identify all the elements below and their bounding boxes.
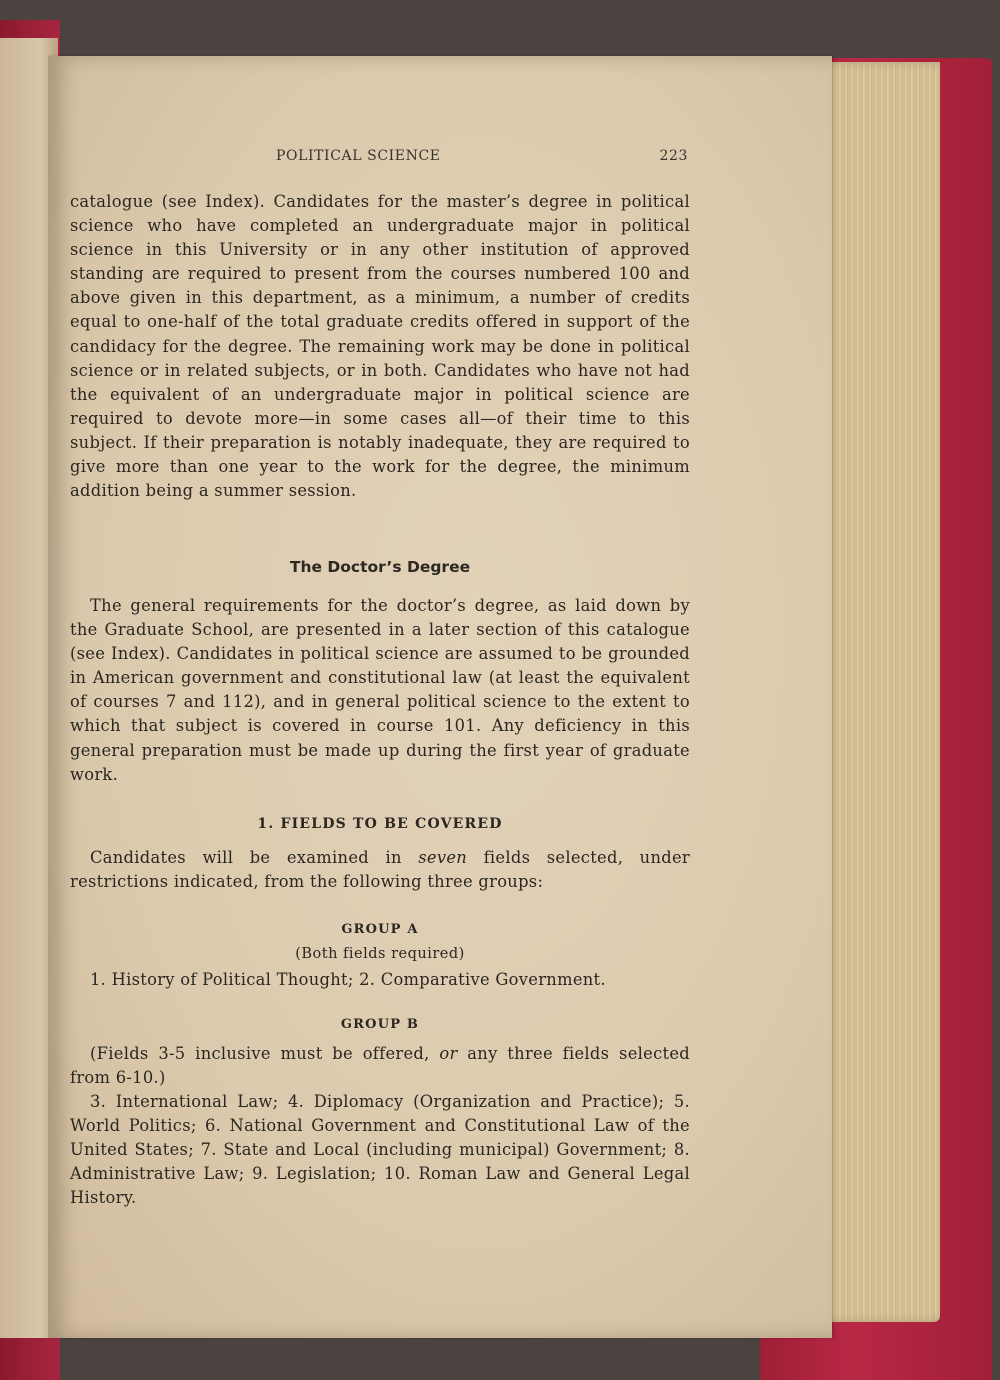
page-edges bbox=[818, 62, 940, 1322]
group-b-note-emphasis: or bbox=[439, 1044, 458, 1063]
fields-intro-paragraph bbox=[70, 846, 690, 894]
group-b-note-after: any three fields selected from 6-10.) bbox=[70, 1044, 690, 1088]
doctor-degree-heading: The Doctor’s Degree bbox=[289, 558, 471, 576]
paragraph-text bbox=[70, 1042, 690, 1090]
book-page bbox=[48, 56, 832, 1338]
fields-heading: 1. FIELDS TO BE COVERED bbox=[257, 816, 503, 832]
running-head-title: POLITICAL SCIENCE bbox=[276, 148, 441, 164]
group-b-items bbox=[70, 1090, 690, 1210]
group-a-heading: GROUP A bbox=[341, 922, 419, 937]
paragraph-text: 3. International Law; 4. Diplomacy (Organization and Practice); 5. World Politics; 6. National Government and Constitutional Law of the United States; 7. State and Local (including municipal) Government; 8. Administrative Law; 9. Legislation; 10. Roman Law and General Legal History. bbox=[70, 1092, 690, 1208]
paragraph-text: catalogue (see Index). Candidates for the master’s degree in political science who have completed an undergraduate major in political science in this University or in any other institution of approved standing are required to present from the courses numbered 100 and above given in this department, as a minimum, a number of credits equal to one-half of the total graduate credits offered in support of the candidacy for the degree. The remaining work may be done in political science or in related subjects, or in both. Candidates who have not had the equivalent of an undergraduate major in political science are required to devote more—in some cases all—of their time to this subject. If their preparation is notably inadequate, they are required to give more than one year to the work for the degree, the minimum addition being a summer session. bbox=[70, 192, 690, 501]
group-a-items: 1. History of Political Thought; 2. Comparative Government. bbox=[90, 970, 606, 989]
paragraph-text: The general requirements for the doctor’s degree, as laid down by the Graduate School, are presented in a later section of this catalogue (see Index). Candidates in political science are assumed to be grounded in American government and constitutional law (at least the equivalent of courses 7 and 112), and in general political science to the extent to which that subject is covered in course 101. Any deficiency in this general preparation must be made up during the first year of graduate work. bbox=[70, 596, 690, 784]
group-a-note: (Both fields required) bbox=[295, 946, 465, 962]
page-number: 223 bbox=[659, 148, 688, 164]
group-b-heading: GROUP B bbox=[340, 1017, 420, 1032]
fields-intro-emphasis: seven bbox=[418, 848, 468, 867]
doctor-degree-paragraph bbox=[70, 594, 690, 787]
fields-intro-before: Candidates will be examined in bbox=[90, 848, 419, 867]
paragraph-text bbox=[70, 846, 690, 894]
group-b-note bbox=[70, 1042, 690, 1090]
group-b-note-before: (Fields 3-5 inclusive must be offered, bbox=[90, 1044, 440, 1063]
masters-degree-paragraph bbox=[70, 190, 690, 503]
fields-intro-after: fields selected, under restrictions indicated, from the following three groups: bbox=[70, 848, 690, 892]
